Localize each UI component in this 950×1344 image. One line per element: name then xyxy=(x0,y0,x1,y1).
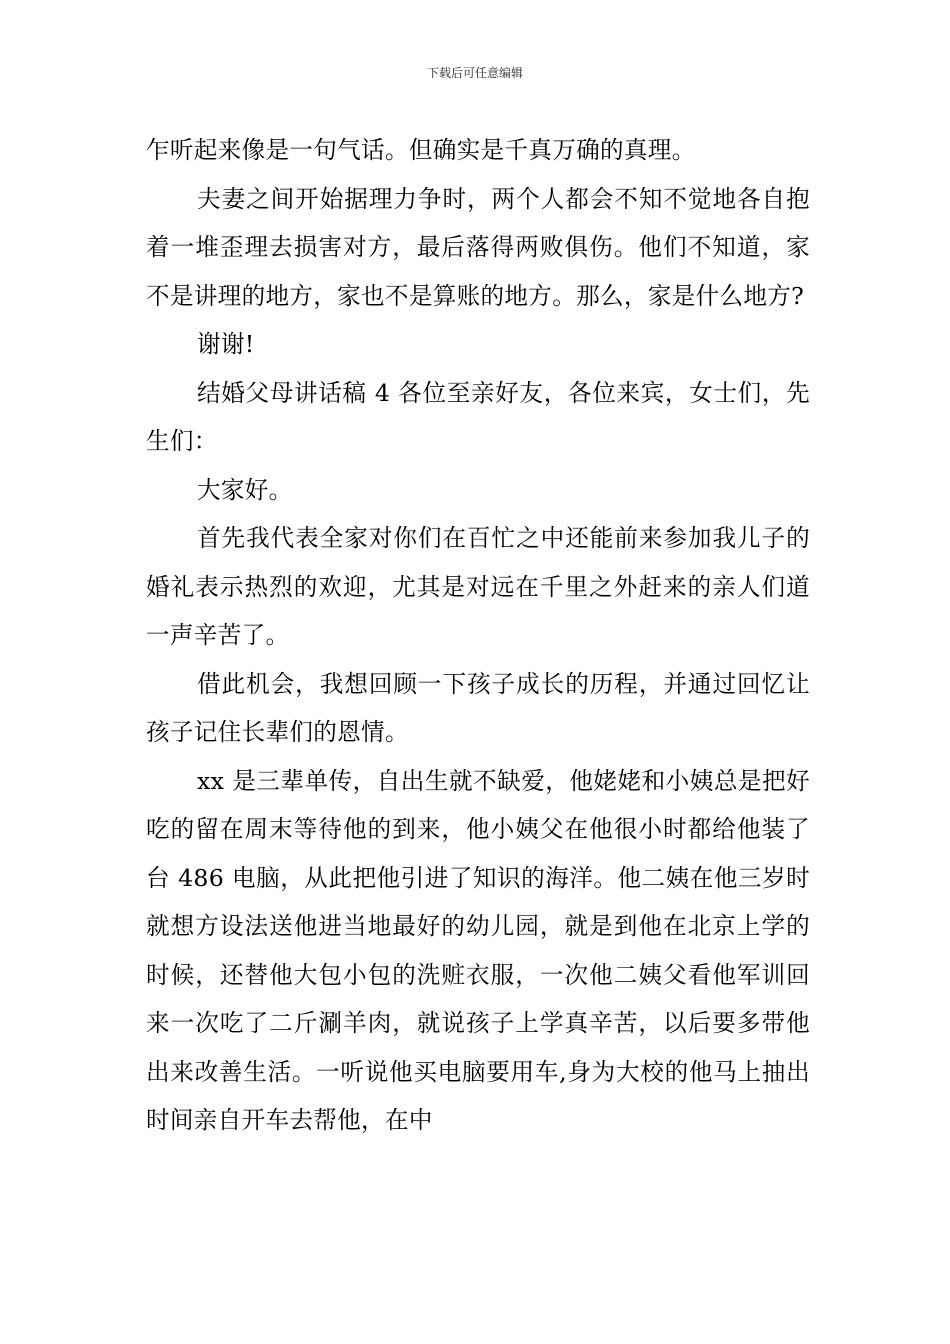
paragraph: 夫妻之间开始据理力争时，两个人都会不知不觉地各自抱着一堆歪理去损害对方，最后落得两败俱伤。他们不知道，家不是讲理的地方，家也不是算账的地方。那么，家是什么地方? xyxy=(146,184,810,310)
paragraph: 乍听起来像是一句气话。但确实是千真万确的真理。 xyxy=(146,136,696,164)
paragraph: 大家好。 xyxy=(197,475,293,504)
paragraph: 借此机会，我想回顾一下孩子成长的历程，并通过回忆让孩子记住长辈们的恩情。 xyxy=(146,669,810,746)
page-header-note: 下载后可任意编辑 xyxy=(426,66,523,80)
paragraph: 结婚父母讲话稿 4 各位至亲好友，各位来宾，女士们，先生们： xyxy=(146,378,810,455)
document-body xyxy=(146,126,810,1145)
paragraph: 首先我代表全家对你们在百忙之中还能前来参加我儿子的婚礼表示热烈的欢迎，尤其是对远在千里之外赶来的亲人们道一声辛苦了。 xyxy=(146,524,810,649)
paragraph: xx 是三辈单传，自出生就不缺爱，他姥姥和小姨总是把好吃的留在周末等待他的到来，他小姨父在他很小时都给他装了台 486 电脑，从此把他引进了知识的海洋。他二姨在他三岁时就想方设法送他进当地最好的幼儿园，就是到他在北京上学的时候，还替他大包小包的洗赃衣服，一次他二姨父看他军训回来一次吃了二斤涮羊肉，就说孩子上学真辛苦，以后要多带他出来改善生活。一听说他买电脑要用车,身为大校的他马上抽出时间亲自开车去帮他，在中 xyxy=(146,766,810,1134)
paragraph: 谢谢! xyxy=(197,330,255,358)
